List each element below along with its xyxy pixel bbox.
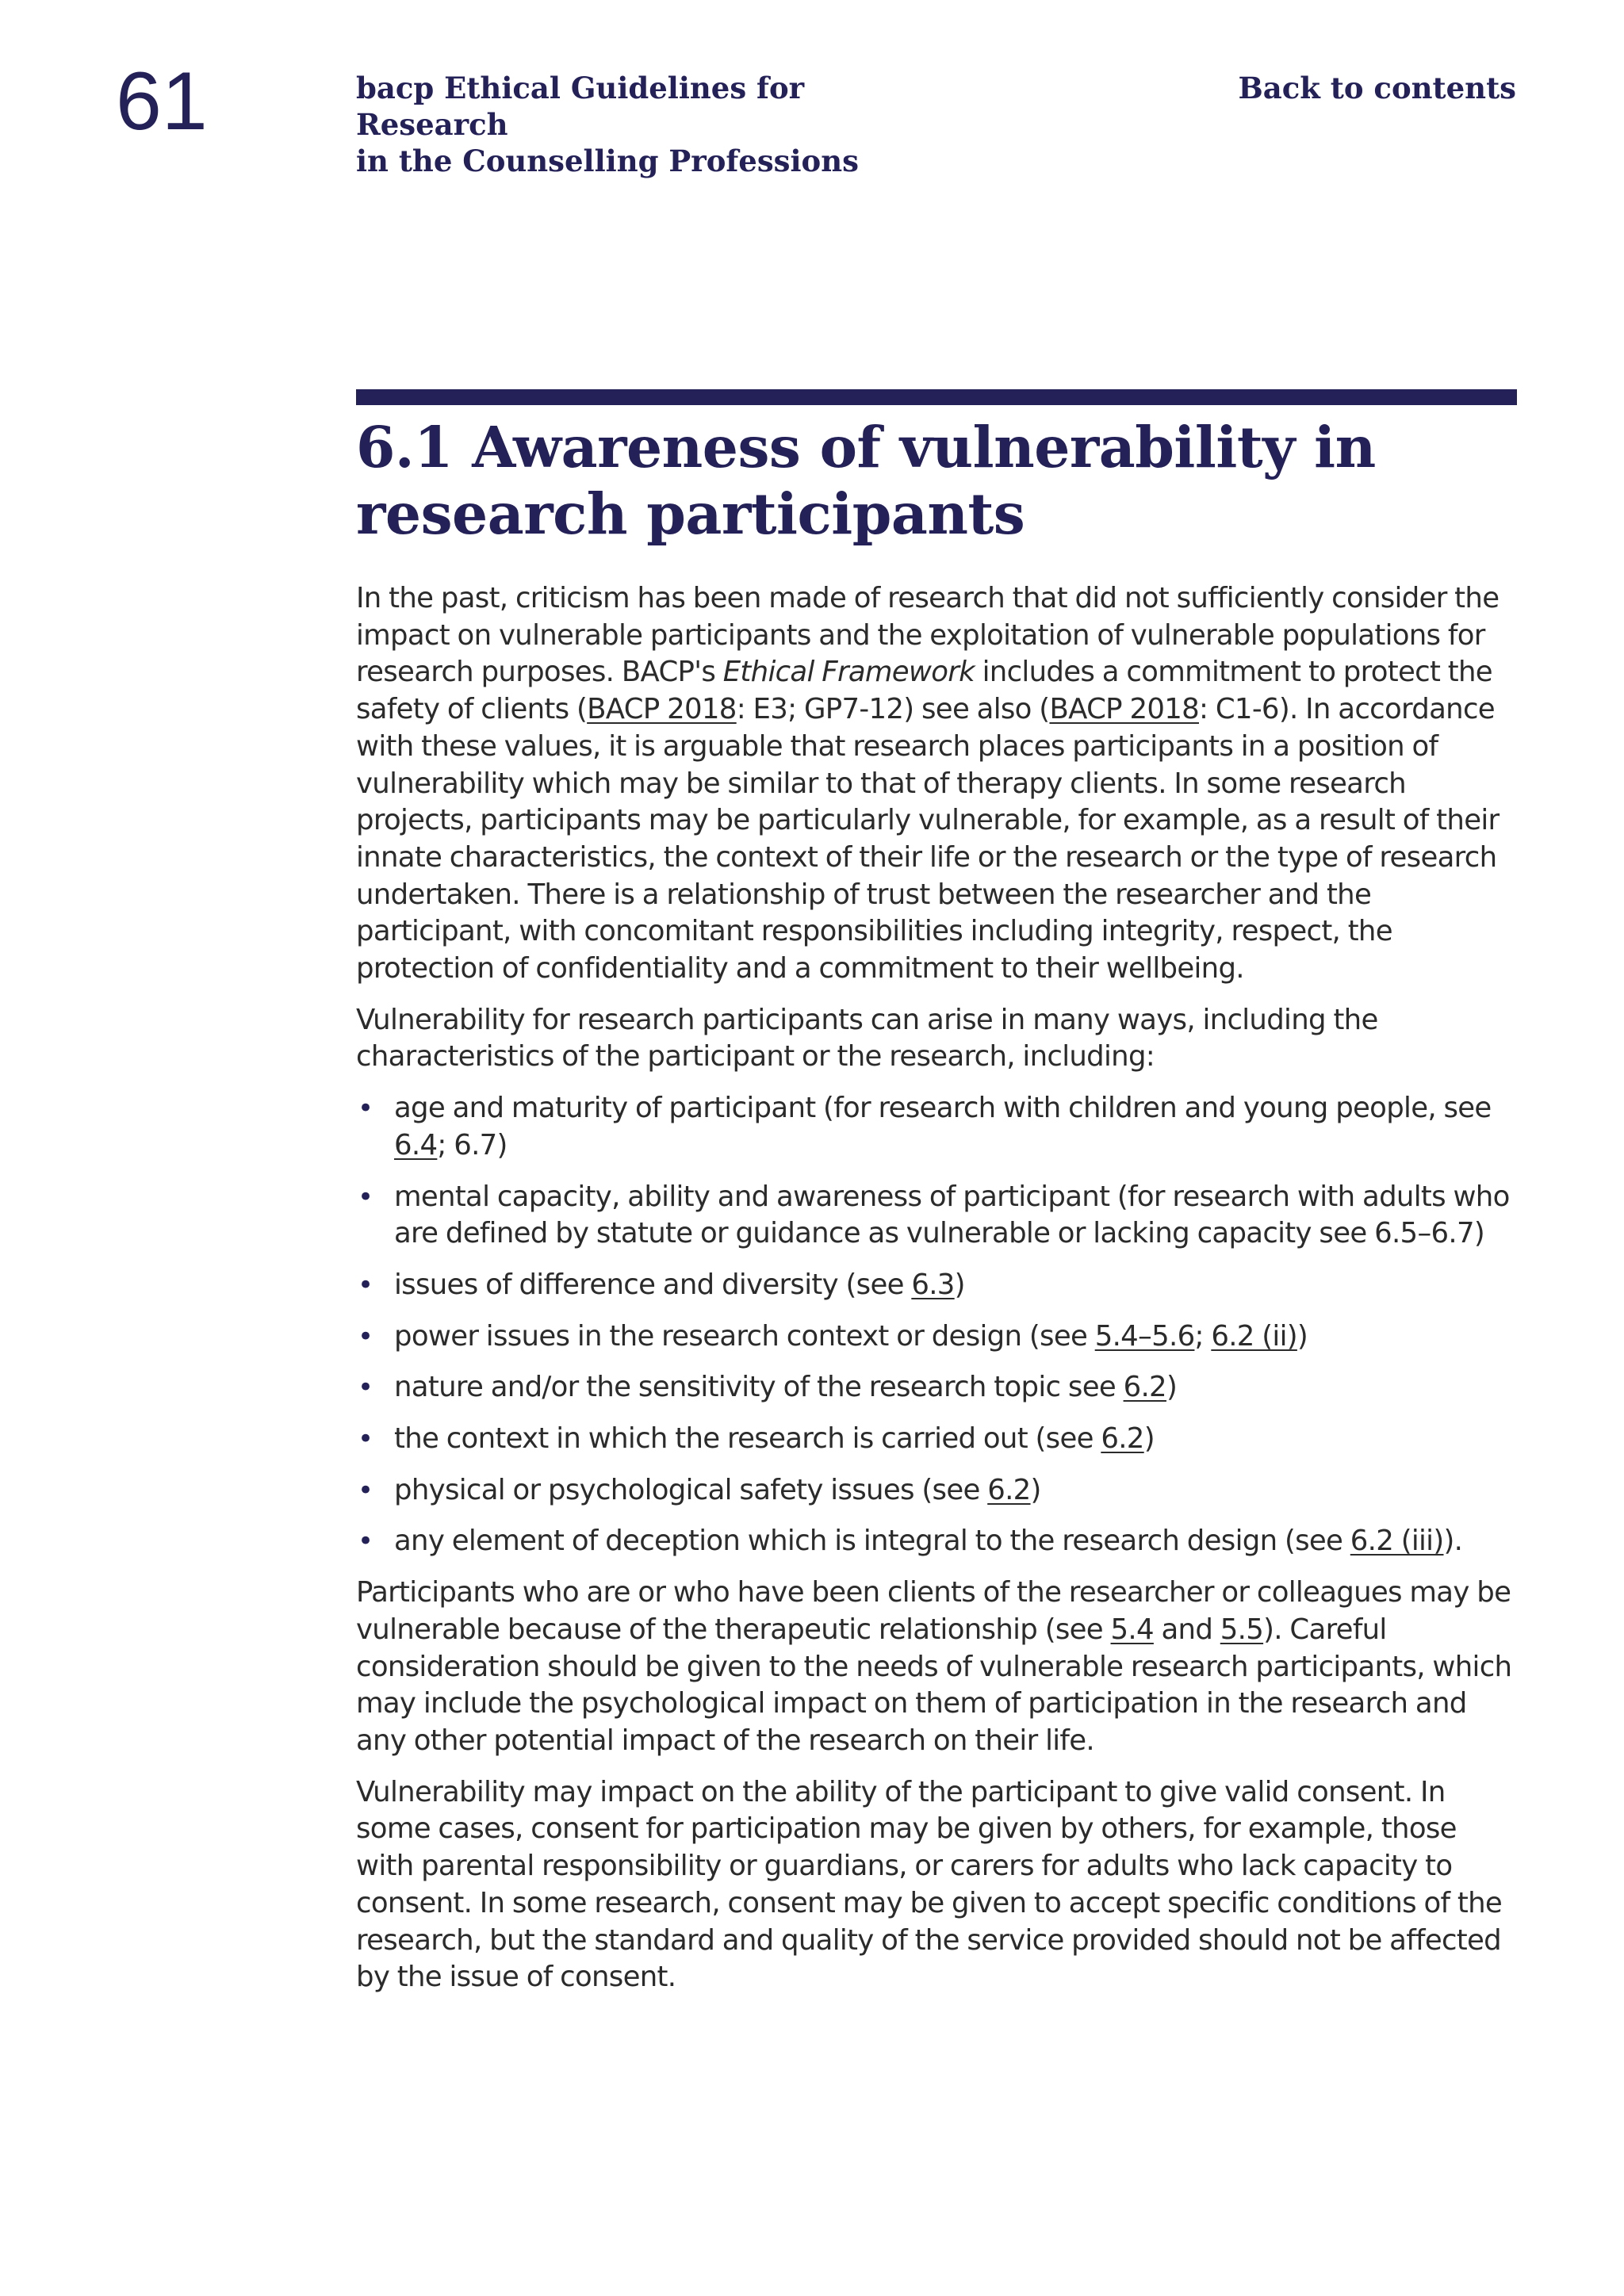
section-link-6-2-iii[interactable]: 6.2 (iii) (1350, 1525, 1444, 1558)
section-body (356, 580, 1517, 2011)
text-run: ). (1443, 1525, 1463, 1558)
back-to-contents-link[interactable]: Back to contents (1238, 71, 1516, 105)
ethical-framework-title: Ethical Framework (722, 656, 975, 689)
section-link-6-2[interactable]: 6.2 (1123, 1371, 1166, 1404)
paragraph-intro (356, 580, 1517, 988)
list-item (356, 1421, 1517, 1458)
list-item (356, 1369, 1517, 1406)
section-link-6-2-ii[interactable]: 6.2 (ii) (1211, 1319, 1297, 1353)
list-item (356, 1523, 1517, 1560)
page-number: 61 (116, 55, 208, 147)
section-link-5-4-5-6[interactable]: 5.4–5.6 (1094, 1319, 1195, 1353)
text-run: : C1-6). In accordance with these values, it is arguable that research places participants in a position of vulnerability which may be similar to that of therapy clients. In some research projects, participants may be particularly vulnerable, for example, as a result of their innate characteristics, the context of their life or the research or the type of research undertaken. There is a relationship of trust between the researcher and the participant, with concomitant responsibilities including integrity, respect, the protection of confidentiality and a commitment to their wellbeing. (356, 693, 1500, 985)
text-run: issues of difference and diversity (see (394, 1268, 912, 1301)
text-run: ). Careful consideration should be given to the needs of vulnerable research participants, which may include the psychological impact on them of participation in the research and any other potential impact of the research on their life. (356, 1613, 1512, 1757)
bullet-icon: • (358, 1320, 373, 1353)
bullet-icon: • (358, 1525, 373, 1558)
text-run: and (1153, 1613, 1220, 1646)
section-link-6-4[interactable]: 6.4 (394, 1128, 438, 1161)
bullet-icon: • (358, 1181, 373, 1213)
text-run: ) (1143, 1422, 1155, 1456)
list-item (356, 1318, 1517, 1356)
paragraph-vulnerability-sources: Vulnerability for research participants can arise in many ways, including the characteristics of the participant or the research, including: (356, 1003, 1378, 1073)
bullet-icon: • (358, 1474, 373, 1506)
running-title-line-1: bacp Ethical Guidelines for Research (356, 71, 805, 142)
text-run: Participants who are or who have been clients of the researcher or colleagues may be vulnerable because of the therapeutic relationship (see (356, 1576, 1511, 1646)
text-run: includes a commitment to protect the safety of clients ( (356, 656, 1492, 726)
bullet-icon: • (358, 1372, 373, 1404)
list-item (356, 1267, 1517, 1304)
bullet-icon: • (358, 1093, 373, 1125)
list-item (356, 1179, 1517, 1253)
text-run: ; 6.7) (437, 1128, 508, 1161)
section-link-6-3[interactable]: 6.3 (911, 1268, 955, 1301)
running-title (356, 70, 959, 179)
section-divider (356, 389, 1517, 405)
list-item (356, 1090, 1517, 1164)
text-run: power issues in the research context or design (see (394, 1319, 1095, 1353)
text-run: ) (1030, 1473, 1041, 1506)
bullet-icon: • (358, 1269, 373, 1301)
section-link-6-2[interactable]: 6.2 (1101, 1422, 1144, 1456)
text-run: : E3; GP7-12) see also ( (736, 693, 1050, 726)
paragraph-consent: Vulnerability may impact on the ability of the participant to give valid consent. In some cases, consent for participation may be given by others, for example, those with parental responsibility or guardians, or carers for adults who lack capacity to consent. In some research, consent may be given to accept specific conditions of the research, but the standard and quality of the service provided should not be affected by the issue of consent. (356, 1775, 1503, 1994)
text-run: In the past, criticism has been made of research that did not sufficiently consider the impact on vulnerable participants and the exploitation of vulnerable populations for research purposes. BACP's (356, 582, 1500, 689)
paragraph-client-participants (356, 1575, 1517, 1760)
text-run: nature and/or the sensitivity of the research topic see (394, 1371, 1124, 1404)
text-run: any element of deception which is integral to the research design (see (394, 1525, 1350, 1558)
text-run: ) (954, 1268, 965, 1301)
text-run: ) (1297, 1319, 1308, 1353)
section-link-5-5[interactable]: 5.5 (1220, 1613, 1264, 1646)
vulnerability-list (356, 1090, 1517, 1560)
text-run: the context in which the research is carried out (see (394, 1422, 1101, 1456)
text-run: physical or psychological safety issues (see (394, 1473, 988, 1506)
list-item (356, 1472, 1517, 1510)
section-title: 6.1 Awareness of vulnerability in research participants (356, 414, 1376, 547)
reference-link-bacp-2018[interactable]: BACP 2018 (1049, 693, 1199, 726)
running-title-line-2: in the Counselling Professions (356, 144, 859, 178)
reference-link-bacp-2018[interactable]: BACP 2018 (587, 693, 737, 726)
text-run: age and maturity of participant (for research with children and young people, see (394, 1092, 1492, 1125)
text-run: mental capacity, ability and awareness of participant (for research with adults who are defined by statute or guidance as vulnerable or lacking capacity see 6.5–6.7) (394, 1180, 1510, 1250)
section-link-5-4[interactable]: 5.4 (1110, 1613, 1154, 1646)
text-run: ) (1166, 1371, 1178, 1404)
bullet-icon: • (358, 1423, 373, 1456)
text-run: ; (1194, 1319, 1212, 1353)
section-link-6-2[interactable]: 6.2 (987, 1473, 1031, 1506)
